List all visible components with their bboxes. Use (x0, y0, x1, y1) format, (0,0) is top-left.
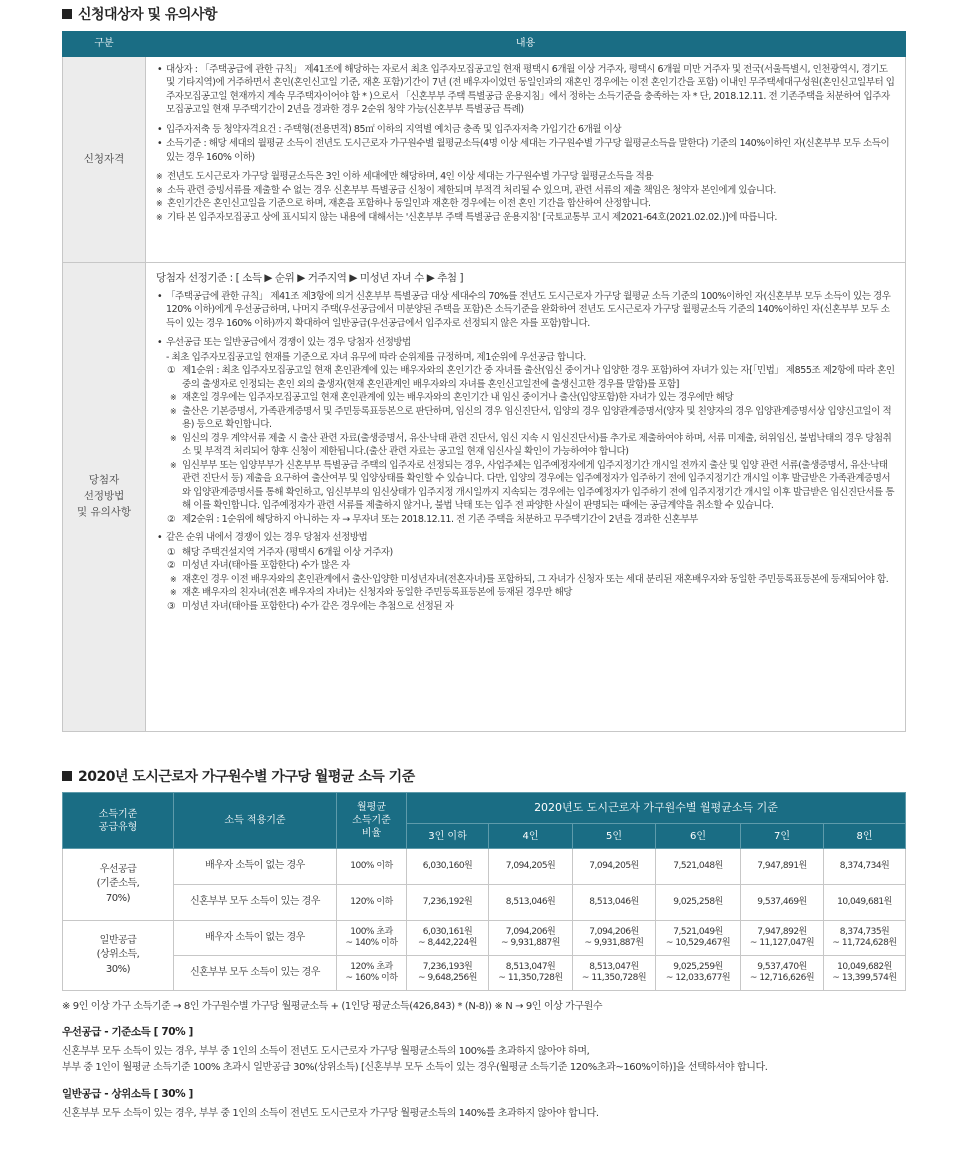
section1-title: 신청대상자 및 유의사항 (62, 6, 217, 26)
income-cell: 7,094,205원 (489, 849, 573, 885)
qualification-content (146, 57, 906, 263)
group-general: 일반공급 (상위소득, 30%) (63, 921, 174, 991)
header-standard: 소득 적용기준 (174, 793, 337, 849)
income-cell: 8,513,047원 ~ 11,350,728원 (489, 956, 573, 991)
income-cell: 7,094,206원 ~ 9,931,887원 (489, 921, 573, 956)
table-row (63, 956, 906, 991)
row-standard: 신혼부부 모두 소득이 있는 경우 (174, 956, 337, 991)
income-cell: 7,947,891원 (741, 849, 824, 885)
selection-bullet-1: • 「주택공급에 관한 규칙」 제41조 제3항에 의거 신혼부부 특별공급 대상 세대수의 70%를 전년도 도시근로자 가구당 월평균 소득 기준의 100%이하인 자(신혼부부 모두 소득이 있는 경우 120% 이하)에게 우선공급하며, 나머지 주택(우선공급에서 미분양된 주택을 포함)은 소득기준을 완화하여 전년도 도시근로자 가구당 월평균소득 기준의 140%이하인 자(신혼부부 모두 소득이 있는 경우 160% 이하)까지 확대하여 일반공급(우선공급에서 입주자로 선정되지 않은 자를 포함)합니다. (156, 290, 897, 330)
group-priority: 우선공급 (기준소득, 70%) (63, 849, 174, 921)
income-cell: 7,236,193원 ~ 9,648,256원 (407, 956, 489, 991)
row-standard: 배우자 소득이 없는 경우 (174, 921, 337, 956)
header-size-7: 7인 (741, 824, 824, 849)
header-content: 내용 (146, 32, 906, 57)
row-ratio: 100% 초과 ~ 140% 이하 (337, 921, 407, 956)
selection-criteria: 당첨자 선정기준 : [ 소득 ▶ 순위 ▶ 거주지역 ▶ 미성년 자녀 수 ▶ 추첨 ] (156, 272, 464, 284)
header-size-5: 5인 (573, 824, 656, 849)
header-size-6: 6인 (656, 824, 741, 849)
income-cell: 8,374,734원 (824, 849, 906, 885)
income-cell: 7,094,206원 ~ 9,931,887원 (573, 921, 656, 956)
selection-category: 당첨자 선정방법 및 유의사항 (63, 263, 146, 732)
header-income-group: 2020년도 도시근로자 가구원수별 월평균소득 기준 (407, 793, 906, 824)
tie-note-1: ※ 재혼인 경우 이전 배우자와의 혼인관계에서 출산·입양한 미성년자녀(전혼자녀)를 포함하되, 그 자녀가 신청자 또는 세대 분리된 재혼배우자와 동일한 주민등록표등본에 등재되어야 함. (156, 573, 897, 586)
income-cell: 9,537,470원 ~ 12,716,626원 (741, 956, 824, 991)
income-cell: 8,513,047원 ~ 11,350,728원 (573, 956, 656, 991)
rank1-note-4: ※ 임신부부 또는 입양부부가 신혼부부 특별공급 주택의 입주자로 선정되는 경우, 사업주체는 입주예정자에게 입주지정기간 개시일 전까지 출산 및 입양 관련 서류(출생증명서, 유산·낙태 관련 진단서 등) 제출을 요구하여 출산여부 및 입양상태를 확인할 수 있습니다. 다만, 입양의 경우에는 입주예정자가 입주하기 전에 입주지정기간 개시일 이후 발급받은 가족관계증명서와 입양관계증명서를 통해 확인하고, 임신부부의 임신상태가 입주지정 개시일까지 지속되는 경우에는 입주예정자가 입주하기 전에 입주지정기간 개시일 이후 발급받은 임신진단서를 통해 이를 확인합니다. 입주예정자가 관련 서류를 제출하지 않거나, 불법 낙태 또는 입주 전 파양한 사실이 판명되는 때에는 공급계약을 취소할 수 있습니다. (156, 459, 897, 513)
rank1-item: ① 제1순위 : 최초 입주자모집공고일 현재 혼인관계에 있는 배우자와의 혼인기간 중 자녀를 출산(임신 중이거나 입양한 경우 포함)하여 자녀가 있는 자[「민법」 제855조 제2항에 따라 혼인 중의 출생자로 인정되는 혼인 외의 출생자(현재 혼인관계인 배우자와의 자녀를 혼인신고일전에 출생신고한 경우를 말함)를 포함] (167, 365, 895, 390)
general-text: 신혼부부 모두 소득이 있는 경우, 부부 중 1인의 소득이 전년도 도시근로자 가구당 월평균소득의 140%를 초과하지 않아야 합니다. (62, 1108, 599, 1119)
priority-text-1: 신혼부부 모두 소득이 있는 경우, 부부 중 1인의 소득이 전년도 도시근로자 가구당 월평균소득의 100%를 초과하지 않아야 하며, (62, 1046, 590, 1057)
row-standard: 배우자 소득이 없는 경우 (174, 849, 337, 885)
income-cell: 7,094,205원 (573, 849, 656, 885)
income-cell: 7,521,048원 (656, 849, 741, 885)
qual-bullet-2: • 입주자저축 등 청약자격요건 : 주택형(전용면적) 85㎡ 이하의 지역별 예치금 충족 및 입주자저축 가입기간 6개월 이상 (156, 123, 897, 136)
income-cell: 6,030,160원 (407, 849, 489, 885)
header-size-4: 4인 (489, 824, 573, 849)
rank1-note-1: ※ 재혼일 경우에는 입주자모집공고일 현재 혼인관계에 있는 배우자와의 혼인기간 내 임신 중이거나 출산(입양포함)한 자녀가 있는 경우에만 해당 (156, 391, 897, 404)
qualification-row (63, 57, 906, 263)
row-ratio: 120% 초과 ~ 160% 이하 (337, 956, 407, 991)
qual-note-3: ※ 혼인기간은 혼인신고일을 기준으로 하며, 재혼을 포함하나 동일인과 재혼한 경우에는 이전 혼인 기간을 합산하여 산정합니다. (156, 197, 897, 210)
income-cell: 9,537,469원 (741, 885, 824, 921)
income-cell: 9,025,259원 ~ 12,033,677원 (656, 956, 741, 991)
income-cell: 7,947,892원 ~ 11,127,047원 (741, 921, 824, 956)
income-cell: 10,049,682원 ~ 13,399,574원 (824, 956, 906, 991)
table-row (63, 849, 906, 885)
rank1-note-2: ※ 출산은 기본증명서, 가족관계증명서 및 주민등록표등본으로 판단하며, 임신의 경우 임신진단서, 입양의 경우 입양관계증명서(양자 및 친양자의 경우 입양관계증명서상 입양신고일이 적용) 등으로 확인합니다. (156, 405, 897, 432)
header-size-3: 3인 이하 (407, 824, 489, 849)
qual-note-4: ※ 기타 본 입주자모집공고 상에 표시되지 않는 내용에 대해서는 '신혼부부 주택 특별공급 운용지침' [국토교통부 고시 제2021-64호(2021.02.02.)]에 따릅니다. (156, 211, 897, 224)
row-ratio: 100% 이하 (337, 849, 407, 885)
tie-item-2: ② 미성년 자녀(태아를 포함한다) 수가 많은 자 (167, 560, 350, 572)
income-cell: 7,236,192원 (407, 885, 489, 921)
header-ratio: 월평균 소득기준 비율 (337, 793, 407, 849)
income-cell: 10,049,681원 (824, 885, 906, 921)
table-row (63, 921, 906, 956)
header-size-8: 8인 (824, 824, 906, 849)
general-title: 일반공급 - 상위소득 [ 30% ] (62, 1088, 193, 1100)
square-bullet-icon (62, 9, 72, 19)
selection-bullet-2-sub: - 최초 입주자모집공고일 현재를 기준으로 자녀 유무에 따라 순위제를 규정하며, 제1순위에 우선공급 합니다. (166, 351, 586, 363)
qual-bullet-3: • 소득기준 : 해당 세대의 월평균 소득이 전년도 도시근로자 가구원수별 월평균소득(4명 이상 세대는 가구원수별 가구당 월평균소득을 말한다) 기준의 140%이하인 자(신혼부부 모두 소득이 있는 경우 160% 이하) (156, 137, 897, 164)
square-bullet-icon (62, 771, 72, 781)
eligibility-table (62, 31, 906, 732)
income-cell: 8,374,735원 ~ 11,724,628원 (824, 921, 906, 956)
income-cell: 8,513,046원 (489, 885, 573, 921)
income-cell: 9,025,258원 (656, 885, 741, 921)
selection-row (63, 263, 906, 732)
eligibility-header-row (63, 32, 906, 57)
selection-content (146, 263, 906, 732)
selection-bullet-2: • 우선공급 또는 일반공급에서 경쟁이 있는 경우 당첨자 선정방법 (156, 336, 897, 349)
qual-bullet-1: • 대상자 : 「주택공급에 관한 규칙」 제41조에 해당하는 자로서 최초 입주자모집공고일 현재 평택시 6개월 이상 거주자, 평택시 6개월 미만 거주자 및 전국(서울특별시, 인천광역시, 경기도 및 기타지역)에 거주하면서 혼인(혼인신고일 기준, 재혼 포함)기간이 7년 (전 배우자이었던 동일인과의 재혼인 경우에는 이전 혼인기간을 포함) 이내인 무주택세대구성원(혼인신고일부터 입주자모집공고일 현재까지 계속 무주택자이어야 함 * )으로서 「신혼부부 주택 특별공급 운용지침」에서 정하는 소득기준을 충족하는 자 * 단, 2018.12.11. 전 기존주택을 처분하여 입주자모집공고일 현재 무주택기간이 2년을 경과한 경우 2순위 청약 가능(신혼부부 특별공급 특례) (156, 63, 897, 117)
income-header-row-1 (63, 793, 906, 824)
qualification-category: 신청자격 (63, 57, 146, 263)
table-row (63, 885, 906, 921)
rank2-item: ② 제2순위 : 1순위에 해당하지 아니하는 자 → 무자녀 또는 2018.12.11. 전 기존 주택을 처분하고 무주택기간이 2년을 경과한 신혼부부 (167, 513, 698, 525)
qual-note-2: ※ 소득 관련 증빙서류를 제출할 수 없는 경우 신혼부부 특별공급 신청이 제한되며 부적격 처리될 수 있으며, 관련 서류의 제출 책임은 청약자 본인에게 있습니다. (156, 184, 897, 197)
row-standard: 신혼부부 모두 소득이 있는 경우 (174, 885, 337, 921)
rank1-note-3: ※ 임신의 경우 계약서류 제출 시 출산 관련 자료(출생증명서, 유산·낙태 관련 진단서, 임신 지속 시 임신진단서)를 추가로 제출하여야 하며, 서류 미제출, 허위임신, 불법낙태의 경우 당첨취소 및 부적격 처리되어 향후 신청이 제한됩니다.(출산 관련 자료는 공고일 현재 임신사실 확인이 가능하여야 합니다) (156, 432, 897, 459)
tie-item-3: ③ 미성년 자녀(태아를 포함한다) 수가 같은 경우에는 추첨으로 선정된 자 (167, 600, 454, 612)
income-footnote: ※ 9인 이상 가구 소득기준 → 8인 가구원수별 가구당 월평균소득 + (1인당 평균소득(426,843) * (N-8)) ※ N → 9인 이상 가구원수 (62, 1001, 603, 1012)
qual-note-1: ※ 전년도 도시근로자 가구당 월평균소득은 3인 이하 세대에만 해당하며, 4인 이상 세대는 가구원수별 가구당 월평균소득을 적용 (156, 170, 897, 183)
priority-title: 우선공급 - 기준소득 [ 70% ] (62, 1026, 193, 1038)
header-category: 구분 (63, 32, 146, 57)
income-table (62, 792, 906, 991)
tie-item-1: ① 해당 주택건설지역 거주자 (평택시 6개월 이상 거주자) (167, 546, 393, 558)
priority-text-2: 부부 중 1인이 월평균 소득기준 100% 초과시 일반공급 30%(상위소득) [신혼부부 모두 소득이 있는 경우(월평균 소득기준 120%초과~160%이하)]을 선택하셔야 합니다. (62, 1062, 768, 1073)
income-cell: 7,521,049원 ~ 10,529,467원 (656, 921, 741, 956)
row-ratio: 120% 이하 (337, 885, 407, 921)
header-supply-type: 소득기준 공급유형 (63, 793, 174, 849)
income-cell: 8,513,046원 (573, 885, 656, 921)
tie-note-2: ※ 재혼 배우자의 친자녀(전혼 배우자의 자녀)는 신청자와 동일한 주민등록표등본에 등재된 경우만 해당 (156, 586, 897, 599)
income-cell: 6,030,161원 ~ 8,442,224원 (407, 921, 489, 956)
selection-bullet-3: • 같은 순위 내에서 경쟁이 있는 경우 당첨자 선정방법 (156, 531, 897, 544)
section2-title: 2020년 도시근로자 가구원수별 가구당 월평균 소득 기준 (62, 768, 415, 788)
